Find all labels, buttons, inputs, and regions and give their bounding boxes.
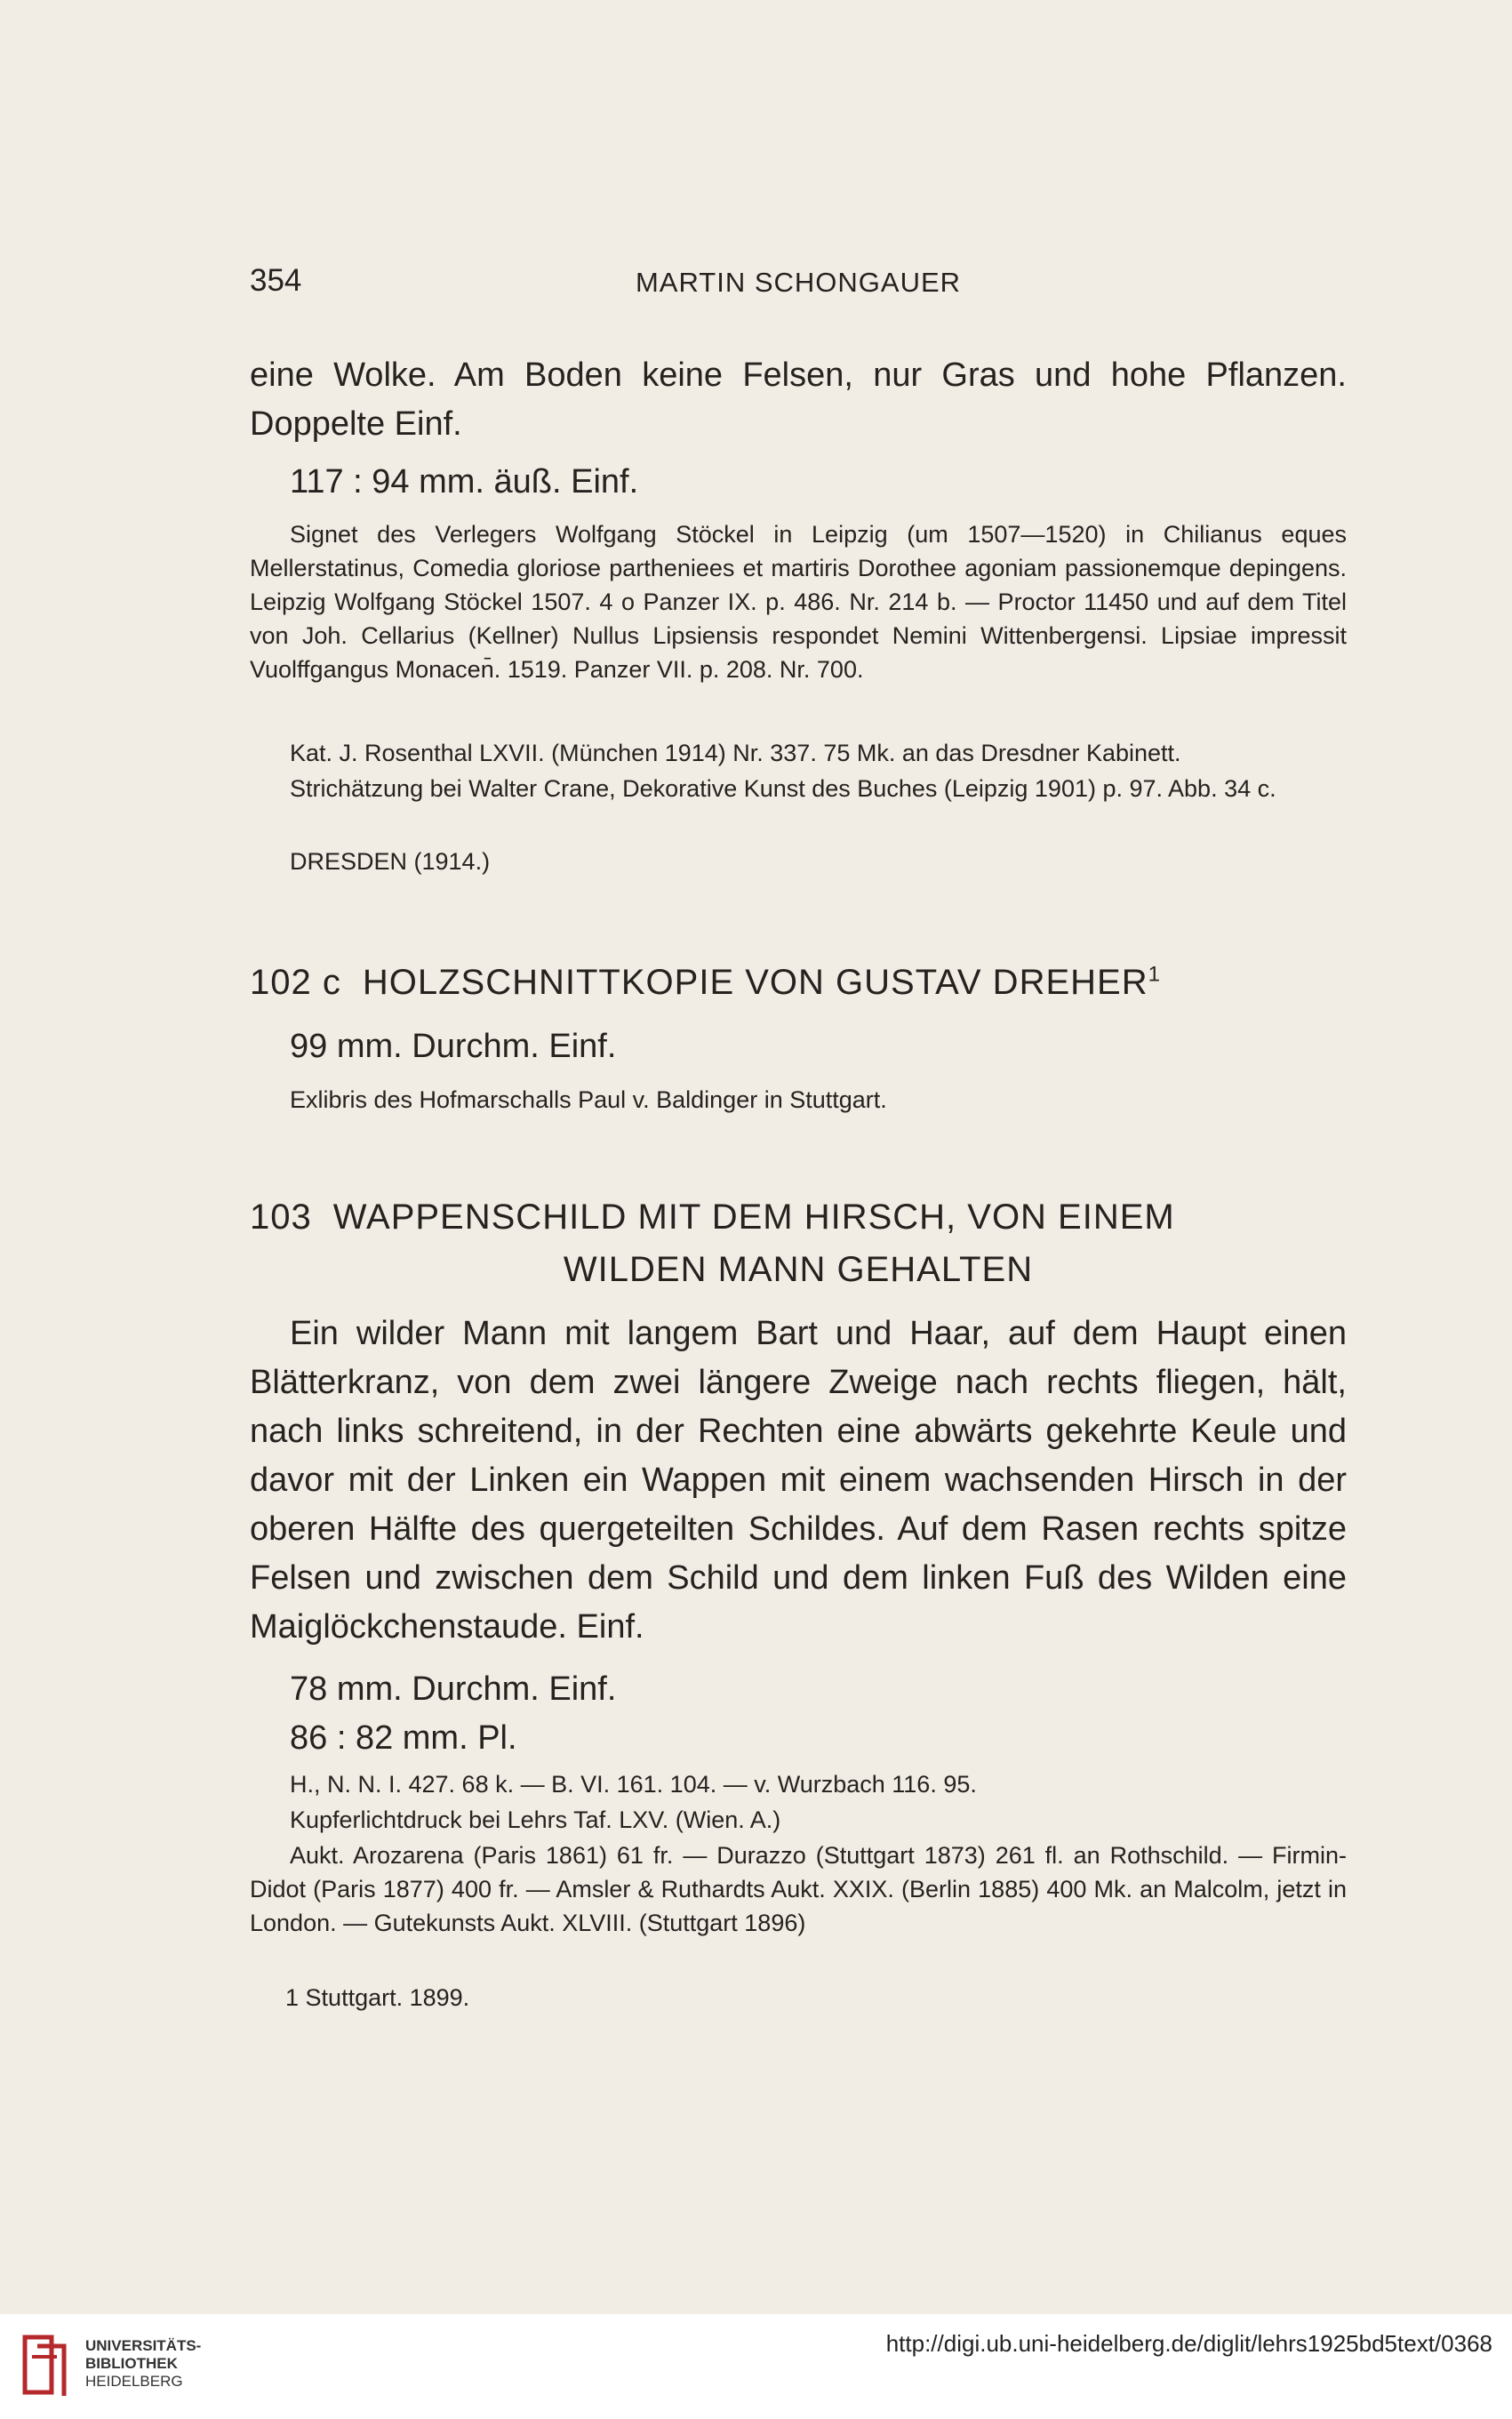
entry-103-ref-literature: H., N. N. I. 427. 68 k. — B. VI. 161. 104. — v. Wurzbach 116. 95.	[290, 1771, 977, 1798]
entry-102c-size: 99 mm. Durchm. Einf.	[290, 1028, 617, 1065]
page-header	[250, 263, 1347, 302]
entry-103-heading-line1	[250, 1192, 1347, 1242]
footnote-mark: 1	[285, 1984, 300, 2011]
entry-size: 117 : 94 mm. äuß. Einf.	[290, 463, 639, 501]
library-logo-icon	[20, 2330, 82, 2401]
entry-note-location: DRESDEN (1914.)	[290, 848, 491, 875]
footnote-text: Stuttgart. 1899.	[305, 1984, 470, 2011]
entry-103-number: 103	[250, 1197, 312, 1237]
entry-continuation-text: eine Wolke. Am Boden keine Felsen, nur Gras und hohe Pflanzen. Doppelte Einf.	[250, 356, 1347, 443]
running-title: MARTIN SCHONGAUER	[635, 267, 962, 298]
entry-103-title-line1: WAPPENSCHILD MIT DEM HIRSCH, VON EINEM	[332, 1197, 1175, 1237]
entry-note-signet: Signet des Verlegers Wolfgang Stöckel in Leipzig (um 1507—1520) in Chilianus eques Mellerstatinus, Comedia gloriose partheniees et martiris Dorothee agoniam passionemque depingens. Leipzig Wolfgang Stöckel 1507. 4 o Panzer IX. p. 486. Nr. 214 b. — Proctor 11450 und auf dem Titel von Joh. Cellarius (Kellner) Nullus Lipsiensis respondet Nemini Wittenbergensi. Lipsiae impressit Vuolffgangus Monacen̄. 1519. Panzer VII. p. 208. Nr. 700.	[250, 521, 1347, 683]
entry-103-description: Ein wilder Mann mit langem Bart und Haar, auf dem Haupt einen Blätterkranz, von dem zwei längere Zweige nach rechts fliegen, hält, nach links schreitend, in der Rechten eine abwärts gekehrte Keule und davor mit der Linken ein Wappen mit einem wachsenden Hirsch in der oberen Hälfte des quergeteilten Schildes. Auf dem Rasen rechts spitze Felsen und zwischen dem Schild und dem linken Fuß des Wilden eine Maiglöckchenstaude. Einf.	[250, 1315, 1347, 1646]
footnote-reference: 1	[1148, 962, 1161, 987]
entry-note-catalog: Kat. J. Rosenthal LXVII. (München 1914) Nr. 337. 75 Mk. an das Dresdner Kabinett.	[290, 740, 1181, 766]
entry-103-size-diameter: 78 mm. Durchm. Einf.	[290, 1670, 617, 1708]
page-number: 354	[250, 263, 302, 298]
entry-102c-heading	[250, 957, 1347, 1007]
entry-102c-number: 102 c	[250, 963, 341, 1002]
entry-103-ref-auctions: Aukt. Arozarena (Paris 1861) 61 fr. — Durazzo (Stuttgart 1873) 261 fl. an Rothschild. — Firmin-Didot (Paris 1877) 400 fr. — Amsler & Ruthardts Aukt. XXIX. (Berlin 1885) 400 Mk. an Malcolm, jetzt in London. — Gutekunsts Aukt. XLVIII. (Stuttgart 1896)	[250, 1842, 1347, 1936]
entry-103-title-line2: WILDEN MANN GEHALTEN	[563, 1250, 1034, 1289]
footnote	[250, 1981, 1382, 2014]
entry-102c-title: HOLZSCHNITTKOPIE VON GUSTAV DREHER	[362, 963, 1148, 1002]
entry-102c-note: Exlibris des Hofmarschalls Paul v. Baldinger in Stuttgart.	[290, 1086, 887, 1113]
library-name: UNIVERSITÄTS- BIBLIOTHEK HEIDELBERG	[85, 2337, 202, 2390]
source-url-link[interactable]: http://digi.ub.uni-heidelberg.de/diglit/lehrs1925bd5text/0368	[885, 2330, 1492, 2357]
entry-103-ref-reproduction: Kupferlichtdruck bei Lehrs Taf. LXV. (Wien. A.)	[290, 1806, 781, 1833]
entry-103-size-plate: 86 : 82 mm. Pl.	[290, 1719, 517, 1757]
library-footer	[0, 2314, 1512, 2419]
entry-note-reproduction: Strichätzung bei Walter Crane, Dekorative Kunst des Buches (Leipzig 1901) p. 97. Abb. 34 c.	[290, 775, 1276, 802]
